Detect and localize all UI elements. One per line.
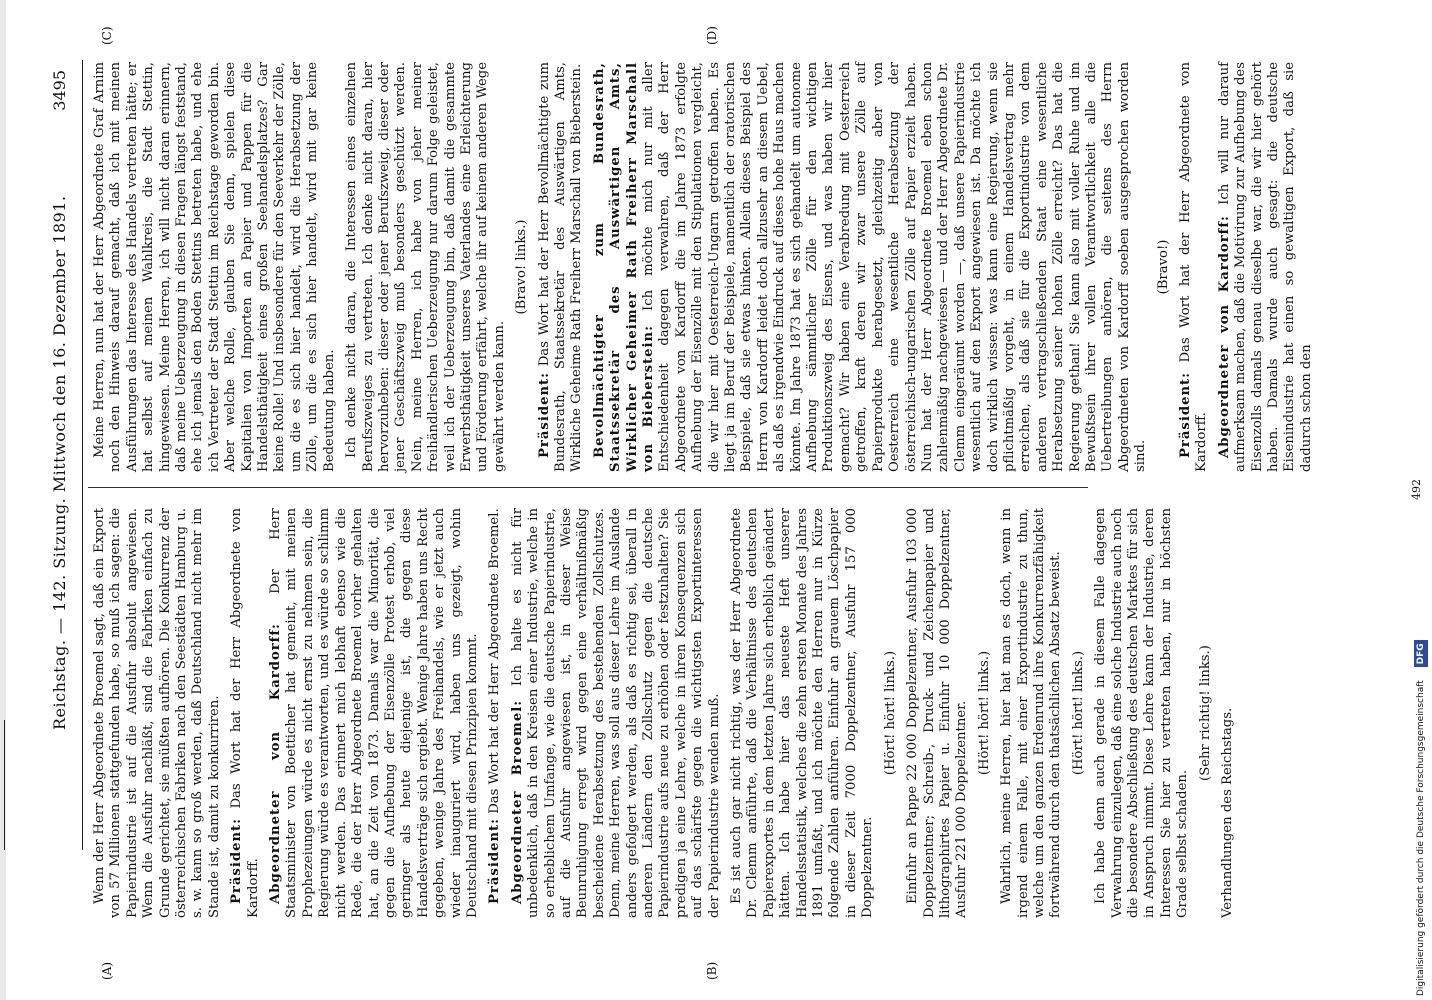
page-number: 3495 (50, 70, 69, 111)
paragraph (999, 508, 1065, 918)
speaker-paragraph (268, 508, 481, 918)
paragraph-text: Ich halte es nicht für unbedenklich, daß in den Kreisen einer Industrie, welche in so erheblichem Umfange, wie die deutsche Papierindustrie, auf die Ausfuhr angewiesen ist, in dieser Weise Beunruhigung erregt wird gegen eine verhältnißmäßig bescheidene Herabsetzung des bestehenden Zollschutzes. Denn, meine Herren, was soll aus dieser Lehre im Auslande anders gefolgert werden, als daß es richtig sei, überall in anderen Ländern den Zollschutz gegen die deutsche Papierindustrie aufs neue zu erhöhen oder festzuhalten? Sie predigen ja eine Lehre, welche in ihren Konsequenzen sich auf das schärfste gegen die wichtigsten Exportinteressen der Papierindustrie wenden muß. (509, 507, 722, 918)
paragraph-text: (Sehr richtig! links.) (1197, 645, 1213, 781)
speaker-paragraph (1178, 62, 1211, 472)
paragraph-text: Das Wort hat der Herr Bevollmächtigte zum Bundesrath, Staatssekretär des Auswärtigen Amts, Wirkliche Geheime Rath Freiherr Marschall von Bieberstein. (536, 62, 585, 472)
margin-mark-a: (A) (100, 961, 114, 980)
speaker-paragraph (537, 62, 586, 472)
dfg-logo: DFG (1414, 640, 1428, 667)
speaker-name: Bevollmächtigter zum Bundesrath, Staatssekretär des Auswärtigen Amts, Wirklicher Geheimer Rath Freiherr Marschall von Bieberstein: (591, 62, 656, 472)
paragraph-text: Das Wort hat der Herr Abgeordnete von Kardorff. (229, 508, 261, 918)
paragraph (344, 62, 508, 472)
interjection (514, 62, 530, 472)
speaker-name: Präsident: (229, 817, 245, 904)
speaker-paragraph (229, 508, 262, 918)
speaker-name: Abgeordneter von Kardorff: (268, 623, 284, 904)
page-header (50, 0, 80, 1000)
paragraph-text: Das Wort hat der Herr Abgeordnete von Kardorff. (1178, 62, 1210, 472)
speaker-name: Abgeordneter Broemel: (509, 699, 525, 904)
header-title: Reichstag. — 142. Sitzung. Mittwoch den 16. Dezember 1891. (50, 195, 69, 730)
digitization-strip (1410, 6, 1432, 996)
digitization-note: Digitalisierung gefördert durch die Deutsche Forschungsgemeinschaft (1416, 680, 1426, 996)
paragraph (905, 508, 971, 918)
paragraph-text: Der Herr Staatsminister von Boetticher hat gemeint, mit meinen Prophezeiungen würde es nicht ernst zu nehmen sein, die Regierung würde es verantworten, und es würde so schlimm nicht werden. Das erinnert mich lebhaft ebenso wie die Rede, die der Herr Abgeordnete Broemel vorher gehalten hat, an die Zeit von 1873. Damals war die Minorität, die gegen die Aufhebung der Eisenzölle Protest erhob, viel geringer als heute diejenige ist, die gegen diese Handelsverträge sich ergiebt. Wenige Jahre haben uns Recht gegeben, wenige Jahre des Freihandels, wie er jetzt auch wieder inauguriert wird, haben uns gezeigt, wohin Deutschland mit diesen Prinzipien kommt. (268, 508, 480, 918)
paragraph-text: Wenn der Herr Abgeordnete Broemel sagt, daß ein Export von 57 Millionen stattgefunden habe, so muß ich sagen: die Papierindustrie ist auf die Ausfuhr absolut angewiesen. Wenn die Ausfuhr nachläßt, sind die Fabriken einfach zu Grunde gerichtet, sie müßten aufhören. Die Konkurrenz der österreichischen Fabriken nach den Seestädten Hamburg u. s. w. kann so groß werden, daß Deutschland nicht mehr im Stande ist, damit zu konkurriren. (92, 508, 222, 918)
paragraph-text: (Bravo!) (1155, 239, 1171, 295)
paragraph-text: (Bravo! links.) (514, 219, 530, 315)
column-separator (88, 487, 1088, 488)
paragraph-text: Verhandlungen des Reichstags. (1220, 707, 1235, 918)
margin-mark-d: (D) (705, 26, 719, 45)
interjection (1156, 62, 1172, 472)
paragraph-text: Ich will nur darauf aufmerksam machen, daß die Motivirung zur Aufhebung des Eisenzolls damals genau dieselbe war, die wir hier gehört haben. Damals wurde auch gesagt: die deutsche Eisenindustrie hat einen so gewaltigen Export, daß sie dadurch schon den (1216, 62, 1314, 472)
paragraph-text: (Hört! hört! links.) (1070, 650, 1086, 776)
paragraph-text: Meine Herren, nun hat der Herr Abgeordnete Graf Arnim noch den Hinweis darauf gemacht, daß ich mit meinen Ausführungen das Interesse des Handels vertreten hätte; er hat selbst auf meinen Wahlkreis, die Stadt Stettin, hingewiesen. Meine Herren, ich will nicht daran erinnern, daß meine Ueberzeugung in diesen Fragen längst feststand, ehe ich jemals den Boden Stettins betreten habe, und ehe ich Vertreter der Stadt Stettin im Reichstage geworden bin. Aber welche Rolle, glauben Sie denn, spielen diese Kapitalien von Importen an Papier und Pappen für die Handelsthätigkeit eines großen Seehandelsplatzes? Gar keine Rolle! Und insbesondere für den Seeverkehr der Zölle, um die es sich hier handelt, wird die Herabsetzung der Zölle, um die es sich hier handelt, wird mit gar keine Bedeutung haben. (92, 62, 337, 472)
paragraph-text: Ich denke nicht daran, die Interessen eines einzelnen Berufszweiges zu vertreten. Ich denke nicht daran, hier hervorzuheben: dieser oder jener Berufszweig, dieser oder jener Geschäftszweig muß besonders geschützt werden. Nein, meine Herren, ich habe von jeher meiner freihändlerischen Ueberzeugung nur darum Folge geleistet, weil ich der Ueberzeugung bin, daß damit die gesammte Erwerbsthätigkeit unseres Vaterlandes eine Erleichterung und Förderung erfährt, welche ihr auf keinem anderen Wege gewährt werden kann. (344, 62, 507, 472)
paragraph (729, 508, 877, 918)
footer-note (1220, 508, 1236, 918)
interjection (883, 508, 899, 918)
speaker-name: Präsident: (1178, 371, 1193, 458)
paragraph-text: Wahrlich, meine Herren, hier hat man es doch, wenn in irgend einem Falle, mit einer Exportindustrie zu thun, welche um den ganzen Erdenrund ihre Konkurrenzfähigkeit fortwährend durch den thatsächlichen Absatz beweist. (999, 508, 1064, 918)
speaker-paragraph (510, 508, 723, 918)
paragraph-text: Ich habe denn auch gerade in diesem Falle dagegen Verwahrung einzulegen, daß eine solche Industrie auch noch die besondere Abschließung des deutschen Marktes für sich in Anspruch nimmt. Diese Lehre kann der Industrie, deren Interessen Sie hier zu vertreten haben, nur in höchsten Grade selbst schaden. (1093, 508, 1191, 918)
signature-number: 492 (1410, 479, 1423, 500)
top-rule (4, 720, 5, 850)
margin-mark-b: (B) (705, 961, 719, 980)
interjection (1198, 508, 1214, 918)
speaker-name: Präsident: (536, 371, 552, 458)
header-rule (82, 60, 83, 850)
paragraph (1093, 508, 1191, 918)
paragraph-text: Ich möchte mich nur mit aller Entschiedenheit dagegen verwahren, daß der Herr Abgeordnete von Kardorff die im Jahre 1873 erfolgte Aufhebung der Eisenzölle mit den Stipulationen vergleicht, die wir hier mit Oesterreich-Ungarn getroffen haben. Es liegt ja im Beruf der Beispiele, namentlich der oratorischen Beispiele, daß sie etwas hinken. Allein dieses Beispiel des Herrn von Kardorff leidet doch allzusehr an diesem Uebel, als daß es irgendwie Eindruck auf dieses hohe Haus machen könnte. Im Jahre 1873 hat es sich gehandelt um autonome Aufhebung sämmtlicher Zölle für den wichtigen Produktionszweig des Eisens, und was haben wir hier gemacht? Wir haben eine Verabredung mit Oesterreich getroffen, kraft deren wir zwar unsere Zölle auf Papierprodukte herabgesetzt, gleichzeitig aber von Oesterreich eine wesentliche Herabsetzung der österreichisch-ungarischen Zölle auf Papier erzielt haben. Nun hat der Herr Abgeordnete Broemel eben schon zahlenmäßig nachgewiesen — und der Herr Abgeordnete Dr. Clemm eingeräumt worden —, daß unsere Papierindustrie wesentlich auf den Export angewiesen ist. Da möchte ich doch wirklich wissen: was kann eine Regierung, wenn sie pflichtmäßig vorgeht, in einem Handelsvertrag mehr erreichen, als daß sie für die Exportindustrie von dem anderen vertragschließenden Staat eine wesentliche Herabsetzung seiner hohen Zölle erreicht? Das hat die Regierung gethan! Sie kann also mit voller Ruhe und im Bewußtsein ihrer vollen Verantwortlichkeit alle die Uebertreibungen anhören, die seitens des Herrn Abgeordneten von Kardorff soeben ausgesprochen worden sind. (641, 62, 1149, 472)
margin-mark-c: (C) (100, 26, 114, 45)
paragraph-text: Es ist auch gar nicht richtig, was der Herr Abgeordnete Dr. Clemm anführte, daß die Verhältnisse des deutschen Papierexportes in dem letzten Jahre sich erheblich geändert hätten. Ich habe hier das neueste Heft unserer Handelsstatistik, welches die zehn ersten Monate des Jahres 1891 umfaßt, und ich möchte den Herren nur in Kürze folgende Zahlen anführen. Einfuhr an grauem Löschpapier in dieser Zeit 7000 Doppelzentner, Ausfuhr 157 000 Doppelzentner. (729, 508, 876, 918)
paragraph-text: (Hört! hört! links.) (976, 650, 992, 776)
paragraph-text: Das Wort hat der Herr Abgeordnete Broemel. (487, 508, 503, 818)
paragraph-text: Einfuhr an Pappe 22 000 Doppelzentner, Ausfuhr 103 000 Doppelzentner; Schreib-, Druck- und Zeichenpapier und lithographirtes Papier u. Einfuhr 10 000 Doppelzentner, Ausfuhr 221 000 Doppelzentner. (905, 508, 970, 918)
speaker-paragraph (1217, 62, 1315, 472)
interjection (1071, 508, 1087, 918)
speaker-name: Abgeordneter von Kardorff: (1216, 215, 1232, 458)
left-column (92, 508, 1242, 918)
interjection (977, 508, 993, 918)
right-column (92, 62, 1321, 472)
speaker-name: Präsident: (487, 817, 503, 904)
paragraph-text: (Hört! hört! links.) (882, 650, 898, 776)
speaker-paragraph (592, 62, 1150, 472)
speaker-paragraph (487, 508, 503, 918)
paragraph (92, 62, 338, 472)
paragraph (92, 508, 223, 918)
